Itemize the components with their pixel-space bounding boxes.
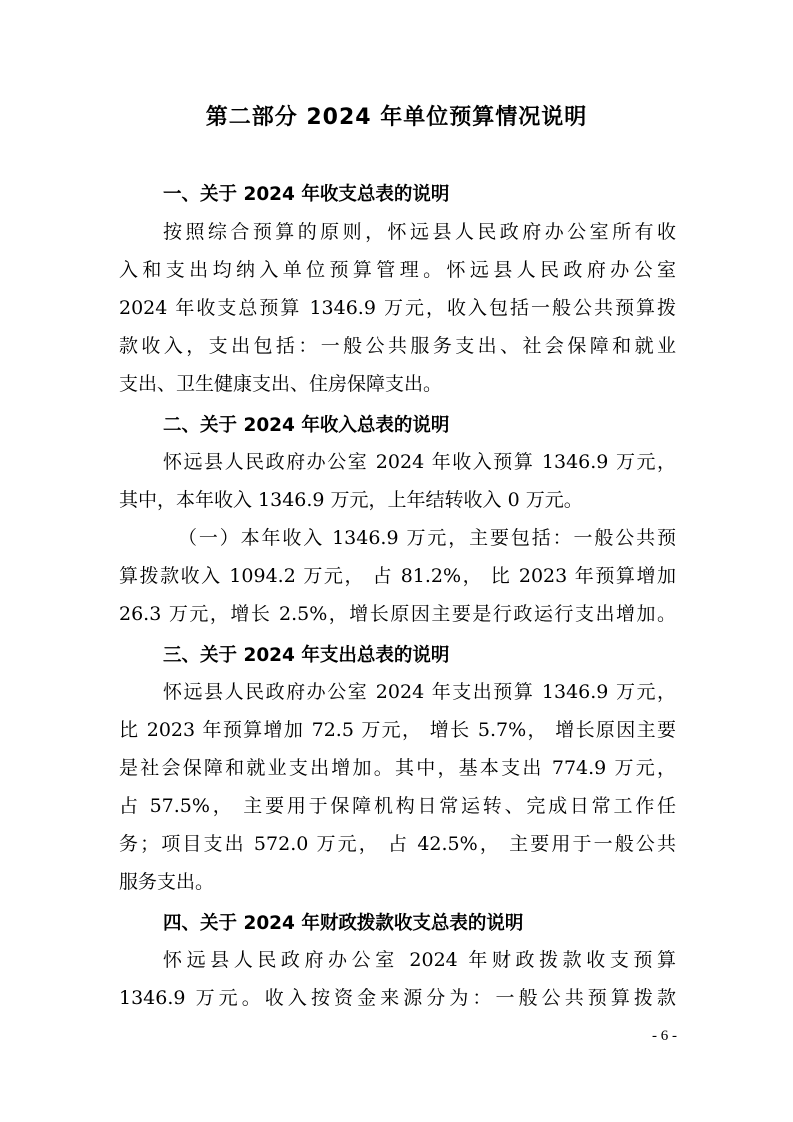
paragraph-line: 2024 年收支总预算 1346.9 万元，收入包括一般公共预算拨 <box>119 297 676 319</box>
paragraph-line: 务；项目支出 572.0 万元， 占 42.5%， 主要用于一般公共 <box>119 833 676 855</box>
page-title: 第二部分 2024 年单位预算情况说明 <box>205 105 588 130</box>
paragraph-line: 算拨款收入 1094.2 万元， 占 81.2%， 比 2023 年预算增加 <box>119 565 676 587</box>
paragraph-line: 支出、卫生健康支出、住房保障支出。 <box>119 373 443 395</box>
section-heading-2: 二、关于 2024 年收入总表的说明 <box>163 415 450 436</box>
section-heading-4: 四、关于 2024 年财政拨款收支总表的说明 <box>163 913 524 934</box>
paragraph-line: 按照综合预算的原则，怀远县人民政府办公室所有收 <box>163 221 676 243</box>
paragraph-line: 怀远县人民政府办公室 2024 年收入预算 1346.9 万元， <box>163 451 676 473</box>
paragraph-line: 服务支出。 <box>119 871 215 893</box>
paragraph-line: 款收入，支出包括：一般公共服务支出、社会保障和就业 <box>119 335 676 357</box>
paragraph-line: 其中，本年收入 1346.9 万元，上年结转收入 0 万元。 <box>119 489 583 511</box>
paragraph-line: 怀远县人民政府办公室 2024 年财政拨款收支预算 <box>163 949 676 971</box>
paragraph-line: 26.3 万元，增长 2.5%，增长原因主要是行政运行支出增加。 <box>119 603 676 625</box>
paragraph-line: 占 57.5%， 主要用于保障机构日常运转、完成日常工作任 <box>119 795 676 817</box>
paragraph-line: （一）本年收入 1346.9 万元，主要包括：一般公共预 <box>178 527 676 549</box>
paragraph-line: 是社会保障和就业支出增加。其中，基本支出 774.9 万元， <box>119 757 676 779</box>
page-number: - 6 - <box>652 1028 677 1044</box>
section-heading-1: 一、关于 2024 年收支总表的说明 <box>163 184 450 205</box>
paragraph-line: 入和支出均纳入单位预算管理。怀远县人民政府办公室 <box>119 259 676 281</box>
paragraph-line: 1346.9 万元。收入按资金来源分为：一般公共预算拨款 <box>119 987 676 1009</box>
paragraph-line: 怀远县人民政府办公室 2024 年支出预算 1346.9 万元， <box>163 681 676 703</box>
section-heading-3: 三、关于 2024 年支出总表的说明 <box>163 645 450 666</box>
paragraph-line: 比 2023 年预算增加 72.5 万元， 增长 5.7%， 增长原因主要 <box>119 719 676 741</box>
